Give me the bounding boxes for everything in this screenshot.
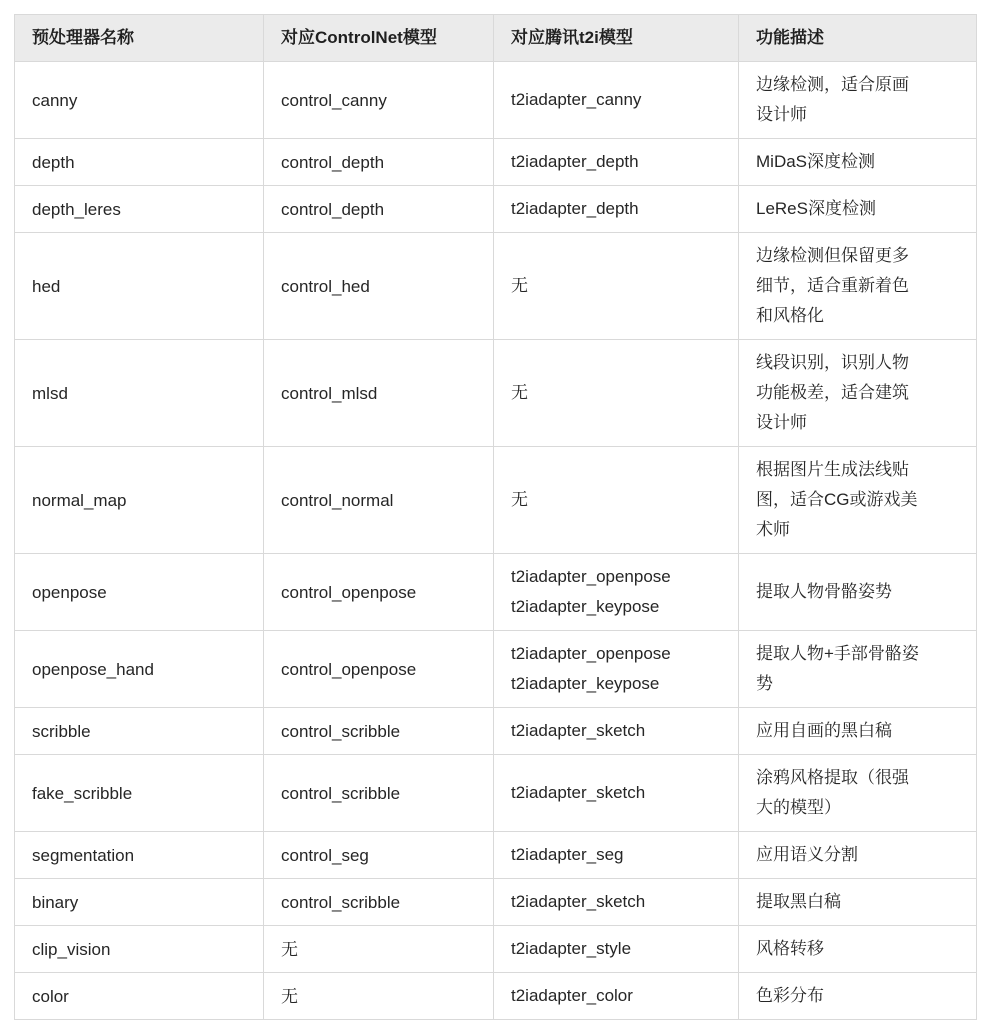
cell-description xyxy=(739,139,977,186)
table-row xyxy=(15,554,977,631)
cell-line: 无 xyxy=(511,490,528,509)
cell-description xyxy=(739,708,977,755)
cell-description xyxy=(739,340,977,447)
cell-preprocessor: mlsd xyxy=(15,340,264,447)
cell-line: 功能极差，适合建筑 xyxy=(756,383,909,402)
cell-line: 大的模型） xyxy=(756,798,841,817)
cell-t2i xyxy=(494,973,739,1020)
col-header-controlnet-model: 对应ControlNet模型 xyxy=(264,15,494,62)
cell-controlnet: control_scribble xyxy=(264,755,494,832)
cell-controlnet: control_normal xyxy=(264,447,494,554)
cell-description xyxy=(739,186,977,233)
cell-line: 边缘检测但保留更多 xyxy=(756,246,909,265)
table-row xyxy=(15,186,977,233)
cell-line: 无 xyxy=(511,276,528,295)
cell-t2i xyxy=(494,708,739,755)
cell-line: t2iadapter_canny xyxy=(511,90,642,109)
cell-preprocessor: canny xyxy=(15,62,264,139)
cell-line: 设计师 xyxy=(756,413,807,432)
table-row xyxy=(15,973,977,1020)
cell-t2i xyxy=(494,139,739,186)
cell-description xyxy=(739,554,977,631)
cell-t2i xyxy=(494,186,739,233)
table-row xyxy=(15,755,977,832)
cell-preprocessor: fake_scribble xyxy=(15,755,264,832)
cell-t2i xyxy=(494,631,739,708)
cell-line: 应用自画的黑白稿 xyxy=(756,721,892,740)
cell-preprocessor: scribble xyxy=(15,708,264,755)
cell-line: t2iadapter_color xyxy=(511,986,633,1005)
cell-line: 提取黑白稿 xyxy=(756,892,841,911)
col-header-description: 功能描述 xyxy=(739,15,977,62)
table-row xyxy=(15,62,977,139)
cell-controlnet: 无 xyxy=(264,973,494,1020)
cell-line: t2iadapter_openpose xyxy=(511,644,671,663)
controlnet-model-table xyxy=(14,14,977,1020)
cell-controlnet: control_hed xyxy=(264,233,494,340)
cell-controlnet: 无 xyxy=(264,926,494,973)
cell-line: t2iadapter_keypose xyxy=(511,674,660,693)
cell-description xyxy=(739,832,977,879)
cell-line: LeReS深度检测 xyxy=(756,199,876,218)
cell-t2i xyxy=(494,62,739,139)
cell-line: 无 xyxy=(511,383,528,402)
cell-description xyxy=(739,62,977,139)
cell-line: t2iadapter_openpose xyxy=(511,567,671,586)
cell-t2i xyxy=(494,926,739,973)
table-row xyxy=(15,340,977,447)
cell-line: MiDaS深度检测 xyxy=(756,152,876,171)
cell-line: t2iadapter_style xyxy=(511,939,632,958)
cell-t2i xyxy=(494,447,739,554)
table-body xyxy=(15,62,977,1020)
cell-description xyxy=(739,879,977,926)
cell-controlnet: control_scribble xyxy=(264,708,494,755)
cell-line: t2iadapter_sketch xyxy=(511,892,646,911)
col-header-preprocessor: 预处理器名称 xyxy=(15,15,264,62)
cell-description xyxy=(739,233,977,340)
cell-line: 势 xyxy=(756,674,773,693)
col-header-tencent-t2i-model: 对应腾讯t2i模型 xyxy=(494,15,739,62)
cell-controlnet: control_seg xyxy=(264,832,494,879)
cell-description xyxy=(739,447,977,554)
cell-line: 设计师 xyxy=(756,105,807,124)
cell-description xyxy=(739,631,977,708)
table-row xyxy=(15,926,977,973)
cell-line: 术师 xyxy=(756,520,790,539)
cell-t2i xyxy=(494,340,739,447)
cell-line: t2iadapter_depth xyxy=(511,152,639,171)
header-row xyxy=(15,15,977,62)
cell-line: 根据图片生成法线贴 xyxy=(756,460,909,479)
cell-t2i xyxy=(494,233,739,340)
cell-controlnet: control_scribble xyxy=(264,879,494,926)
cell-line: 边缘检测，适合原画 xyxy=(756,75,909,94)
cell-controlnet: control_openpose xyxy=(264,554,494,631)
cell-description xyxy=(739,973,977,1020)
cell-preprocessor: hed xyxy=(15,233,264,340)
cell-t2i xyxy=(494,554,739,631)
cell-line: 细节，适合重新着色 xyxy=(756,276,909,295)
cell-line: 涂鸦风格提取（很强 xyxy=(756,768,909,787)
cell-controlnet: control_openpose xyxy=(264,631,494,708)
cell-preprocessor: segmentation xyxy=(15,832,264,879)
cell-preprocessor: binary xyxy=(15,879,264,926)
cell-line: 风格转移 xyxy=(756,939,824,958)
cell-line: t2iadapter_seg xyxy=(511,845,624,864)
table-row xyxy=(15,233,977,340)
table-row xyxy=(15,832,977,879)
cell-line: 和风格化 xyxy=(756,306,824,325)
cell-line: t2iadapter_keypose xyxy=(511,597,660,616)
cell-controlnet: control_canny xyxy=(264,62,494,139)
cell-preprocessor: color xyxy=(15,973,264,1020)
cell-line: 提取人物骨骼姿势 xyxy=(756,582,892,601)
cell-preprocessor: depth_leres xyxy=(15,186,264,233)
cell-description xyxy=(739,926,977,973)
table-row xyxy=(15,139,977,186)
cell-t2i xyxy=(494,832,739,879)
cell-preprocessor: openpose xyxy=(15,554,264,631)
cell-preprocessor: clip_vision xyxy=(15,926,264,973)
cell-controlnet: control_mlsd xyxy=(264,340,494,447)
cell-line: 色彩分布 xyxy=(756,986,824,1005)
cell-line: 提取人物+手部骨骼姿 xyxy=(756,644,919,663)
cell-line: t2iadapter_sketch xyxy=(511,783,646,802)
cell-description xyxy=(739,755,977,832)
table-row xyxy=(15,447,977,554)
cell-line: 图，适合CG或游戏美 xyxy=(756,490,918,509)
cell-line: 线段识别，识别人物 xyxy=(756,353,909,372)
table-row xyxy=(15,708,977,755)
cell-t2i xyxy=(494,879,739,926)
cell-controlnet: control_depth xyxy=(264,139,494,186)
cell-preprocessor: openpose_hand xyxy=(15,631,264,708)
table-row xyxy=(15,631,977,708)
cell-preprocessor: normal_map xyxy=(15,447,264,554)
cell-line: t2iadapter_depth xyxy=(511,199,639,218)
cell-t2i xyxy=(494,755,739,832)
cell-line: 应用语义分割 xyxy=(756,845,858,864)
table-row xyxy=(15,879,977,926)
cell-controlnet: control_depth xyxy=(264,186,494,233)
cell-line: t2iadapter_sketch xyxy=(511,721,646,740)
cell-preprocessor: depth xyxy=(15,139,264,186)
